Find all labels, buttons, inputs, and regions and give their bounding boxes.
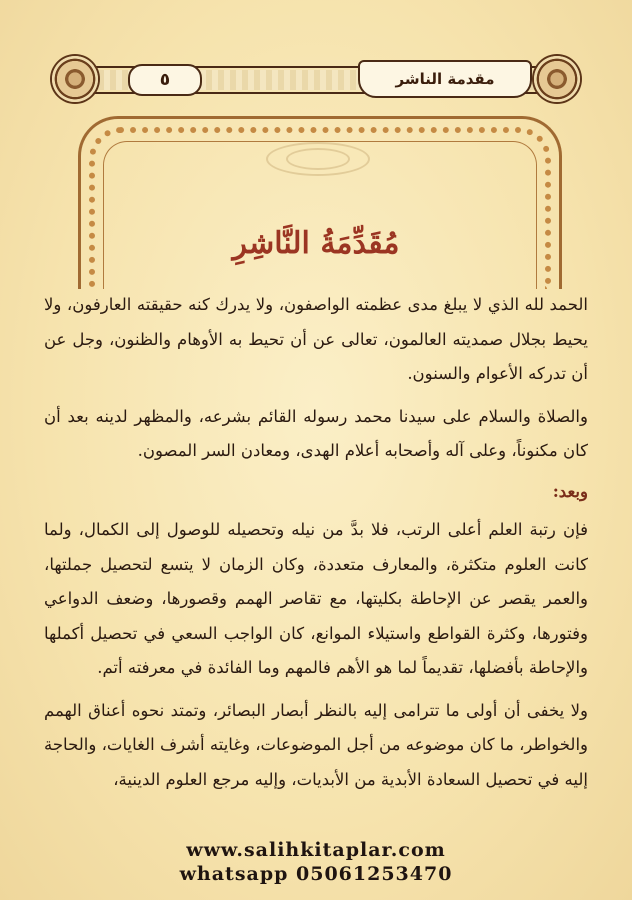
paragraph: والصلاة والسلام على سيدنا محمد رسوله القائم بشرعه، والمظهر لدينه بعد أن كان مكنوناً، وعلى آله وأصحابه أعلام الهدى، ومعادن السر المصون. (44, 406, 588, 460)
chapter-title: مُقَدِّمَةُ النَّاشِرِ (232, 226, 400, 261)
rosette-ornament-icon (534, 56, 580, 102)
paragraph: فإن رتبة العلم أعلى الرتب، فلا بدَّ من نيله وتحصيله للوصول إلى الكمال، ولما كانت العلوم متكثرة، والمعارف متعددة، وكان الزمان لا يتسع لتحصيل جملتها، والعمر يقصر عن الإحاطة بكليتها، مع تقاصر الهمم وقصورها، وضعف الدواعي وفتورها، وكثرة القواطع واستيلاء الموانع، كان الواجب السعي في تحصيل أكملها والإحاطة بأفضلها، تقديماً لما هو الأهم فالمهم وما الفائدة في معرفته أتم. (44, 520, 588, 677)
footer-whatsapp: whatsapp 05061253470 (179, 863, 453, 885)
footer-watermark (0, 838, 632, 886)
paragraph: ولا يخفى أن أولى ما تترامى إليه بالنظر أبصار البصائر، وتمتد نحوه أعناق الهمم والخواطر، ما كان موضوعه من أجل الموضوعات، وغايته أشرف الغايات، والحاجة إليه في تحصيل السعادة الأبدية من الأبديات، وإليه مرجع العلوم الدينية، (44, 700, 588, 789)
running-title: مقدمة الناشر (358, 60, 532, 98)
footer-website: www.salihkitaplar.com (186, 839, 446, 861)
frame-ornament-icon (286, 148, 350, 170)
page-number: ٥ (128, 64, 202, 96)
rosette-ornament-icon (52, 56, 98, 102)
paragraph: الحمد لله الذي لا يبلغ مدى عظمته الواصفون، ولا يدرك كنه حقيقته العارفون، ولا يحيط بجلال صمديته العالمون، تعالى عن أن تحيط به الأوهام والظنون، وجل عن أن تدركه الأعوام والسنون. (44, 295, 588, 383)
body-text (44, 288, 588, 797)
running-header (58, 62, 574, 98)
subheading: وبعد: (552, 481, 588, 501)
